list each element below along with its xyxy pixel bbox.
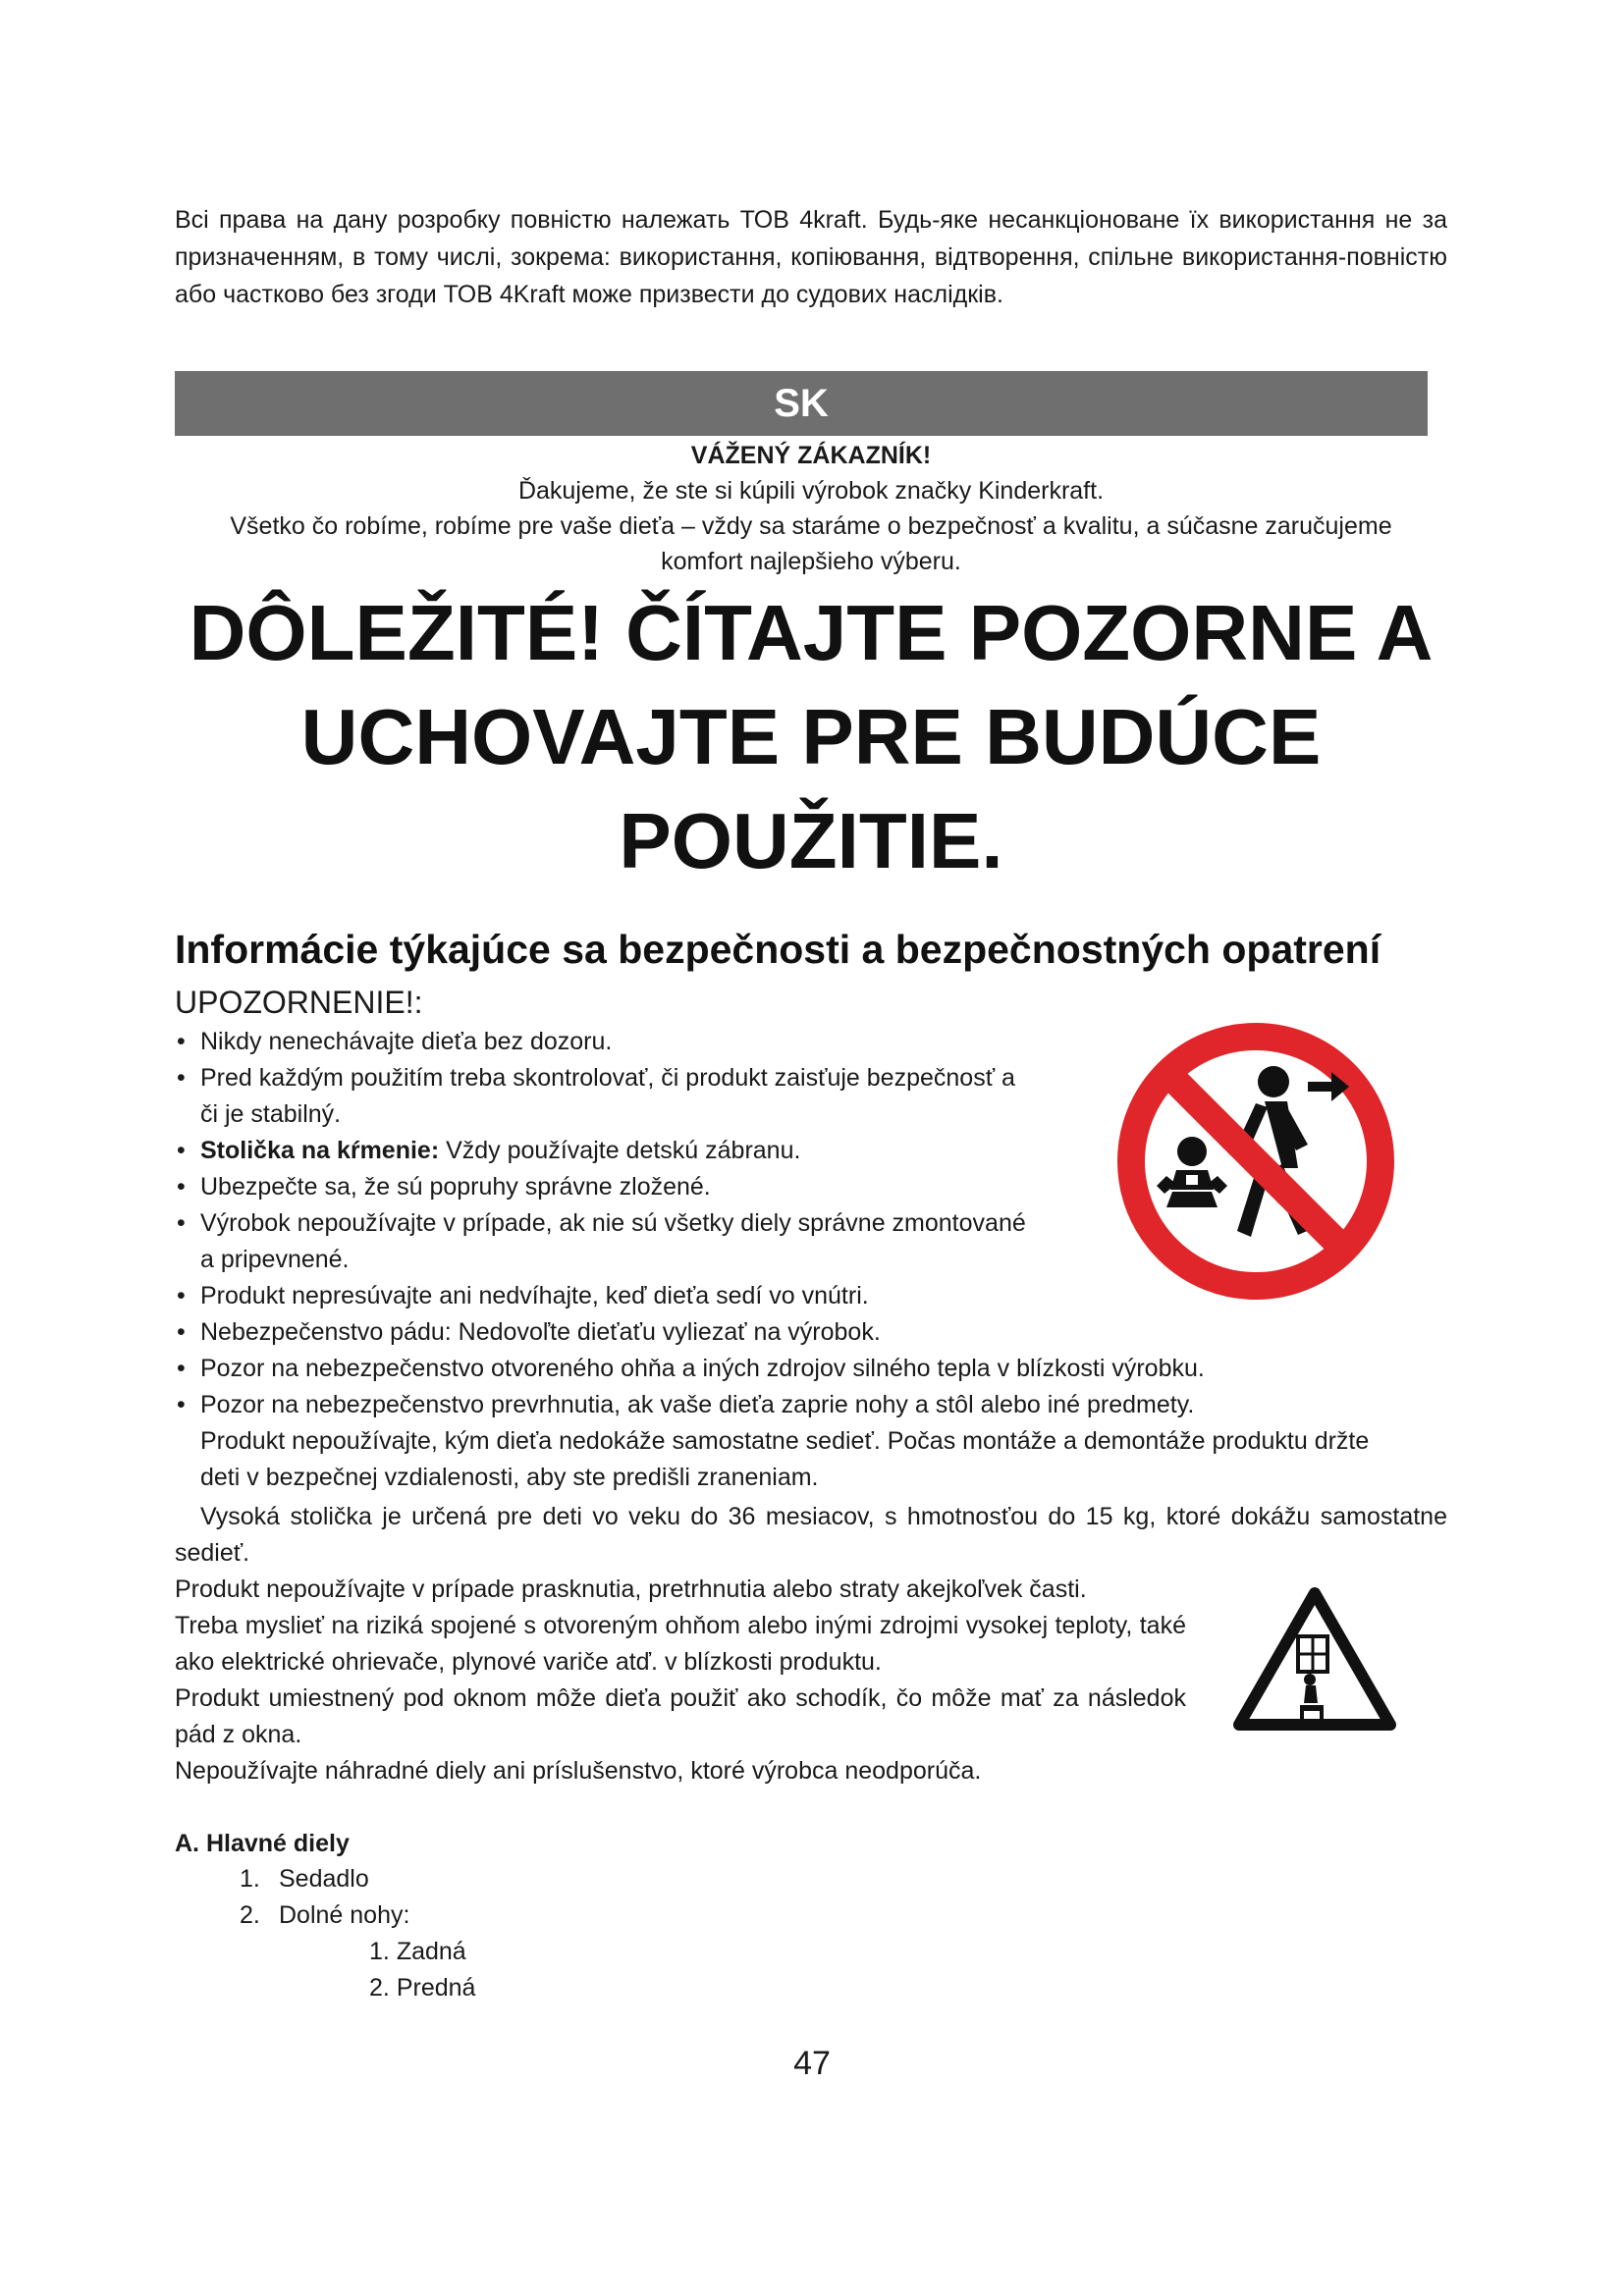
- list-item-text: Sedadlo: [279, 1865, 369, 1893]
- list-item-text: a pripevnené.: [200, 1246, 350, 1273]
- list-item-text: či je stabilný.: [200, 1100, 342, 1128]
- list-item-text: Nikdy nenechávajte dieťa bez dozoru.: [200, 1028, 613, 1055]
- window-paragraph: Produkt umiestnený pod oknom môže dieťa použiť ako schodík, čo môže mať za následok pád z okna.: [175, 1684, 1186, 1748]
- list-item: [240, 1897, 475, 2006]
- important-title-line: UCHOVAJTE PRE BUDÚCE: [300, 693, 1322, 780]
- age-paragraph: Vysoká stolička je určená pre deti vo veku do 36 mesiacov, s hmotnosťou do 15 kg, ktoré dokážu samostatne sedieť.: [175, 1503, 1447, 1567]
- list-number: 1.: [369, 1938, 390, 1965]
- list-item-text: Dolné nohy:: [279, 1901, 410, 1929]
- fire-paragraph: Treba myslieť na riziká spojené s otvoreným ohňom alebo inými zdrojmi vysokej teploty, také ako elektrické ohrievače, plynové variče atď. v blízkosti produktu.: [175, 1612, 1186, 1676]
- sub-list: [240, 1934, 475, 2006]
- language-bar: [175, 371, 1428, 436]
- parts-list: [240, 1861, 475, 2006]
- parts-paragraph: Nepoužívajte náhradné diely ani príslušenstvo, ktoré výrobca neodporúča.: [175, 1757, 982, 1785]
- page-number: 47: [793, 2045, 831, 2082]
- list-item-text: Pozor na nebezpečenstvo otvoreného ohňa a iných zdrojov silného tepla v blízkosti výrobku.: [200, 1355, 1205, 1382]
- list-item-text: Pred každým použitím treba skontrolovať, či produkt zaisťuje bezpečnosť a: [200, 1064, 1015, 1092]
- list-item: [369, 1934, 475, 1970]
- greeting-line: Ďakujeme, že ste si kúpili výrobok značky Kinderkraft.: [517, 477, 1105, 505]
- list-item-text: Produkt nepoužívajte, kým dieťa nedokáže samostatne sedieť. Počas montáže a demontáže produktu držte: [200, 1427, 1370, 1455]
- crack-paragraph: Produkt nepoužívajte v prípade prasknutia, pretrhnutia alebo straty akejkoľvek časti.: [175, 1575, 1087, 1603]
- list-item-text: Zadná: [396, 1938, 466, 1965]
- window-fall-warning-icon: [1231, 1585, 1398, 1733]
- list-number: 2.: [369, 1974, 390, 2002]
- list-item-text: Produkt nepresúvajte ani nedvíhajte, keď dieťa sedí vo vnútri.: [200, 1282, 869, 1309]
- greeting-line: Všetko čo robíme, robíme pre vaše dieťa – vždy sa staráme o bezpečnosť a kvalitu, a súčasne zaručujeme: [230, 512, 1392, 540]
- list-number: 1.: [240, 1865, 260, 1893]
- important-title-line: POUŽITIE.: [619, 797, 1003, 884]
- list-item-text: Predná: [396, 1974, 476, 2002]
- copyright-notice: Всі права на дану розробку повністю належать ТОВ 4kraft. Будь-яке несанкціоноване їх використання не за призначенням, в тому числі, зокрема: використання, копіювання, відтворення, спільне використання-повністю або частково без згоди ТОВ 4Kraft може призвести до судових наслідків.: [175, 206, 1447, 308]
- list-item-bold: Stolička na kŕmenie:: [200, 1137, 440, 1164]
- do-not-leave-child-unattended-icon: [1115, 1021, 1396, 1302]
- safety-heading: Informácie týkajúce sa bezpečnosti a bezpečnostných opatrení: [175, 927, 1381, 972]
- language-code: SK: [774, 382, 829, 425]
- greeting-block: [175, 438, 1447, 579]
- list-item: [240, 1861, 475, 1897]
- important-title-line: DÔLEŽITÉ! ČÍTAJTE POZORNE A: [189, 589, 1434, 676]
- list-item-text: Vždy používajte detskú zábranu.: [439, 1137, 801, 1164]
- list-item-text: deti v bezpečnej vzdialenosti, aby ste predišli zraneniam.: [200, 1464, 819, 1491]
- list-item: [175, 1314, 1369, 1351]
- warning-label: UPOZORNENIE!:: [175, 985, 423, 1020]
- list-item-text: Ubezpečte sa, že sú popruhy správne zložené.: [200, 1173, 711, 1201]
- list-number: 2.: [240, 1901, 260, 1929]
- important-title: [175, 581, 1447, 893]
- list-item: [369, 1970, 475, 2006]
- list-item: [175, 1387, 1369, 1496]
- list-item-text: Pozor na nebezpečenstvo prevrhnutia, ak vaše dieťa zaprie nohy a stôl alebo iné predmety.: [200, 1391, 1195, 1418]
- greeting-title: VÁŽENÝ ZÁKAZNÍK!: [690, 442, 932, 469]
- parts-title: A. Hlavné diely: [175, 1830, 350, 1857]
- list-item: [175, 1351, 1369, 1387]
- list-item-text: Výrobok nepoužívajte v prípade, ak nie sú všetky diely správne zmontované: [200, 1209, 1026, 1237]
- list-item-text: Nebezpečenstvo pádu: Nedovoľte dieťaťu vyliezať na výrobok.: [200, 1318, 881, 1346]
- greeting-line: komfort najlepšieho výberu.: [661, 548, 961, 575]
